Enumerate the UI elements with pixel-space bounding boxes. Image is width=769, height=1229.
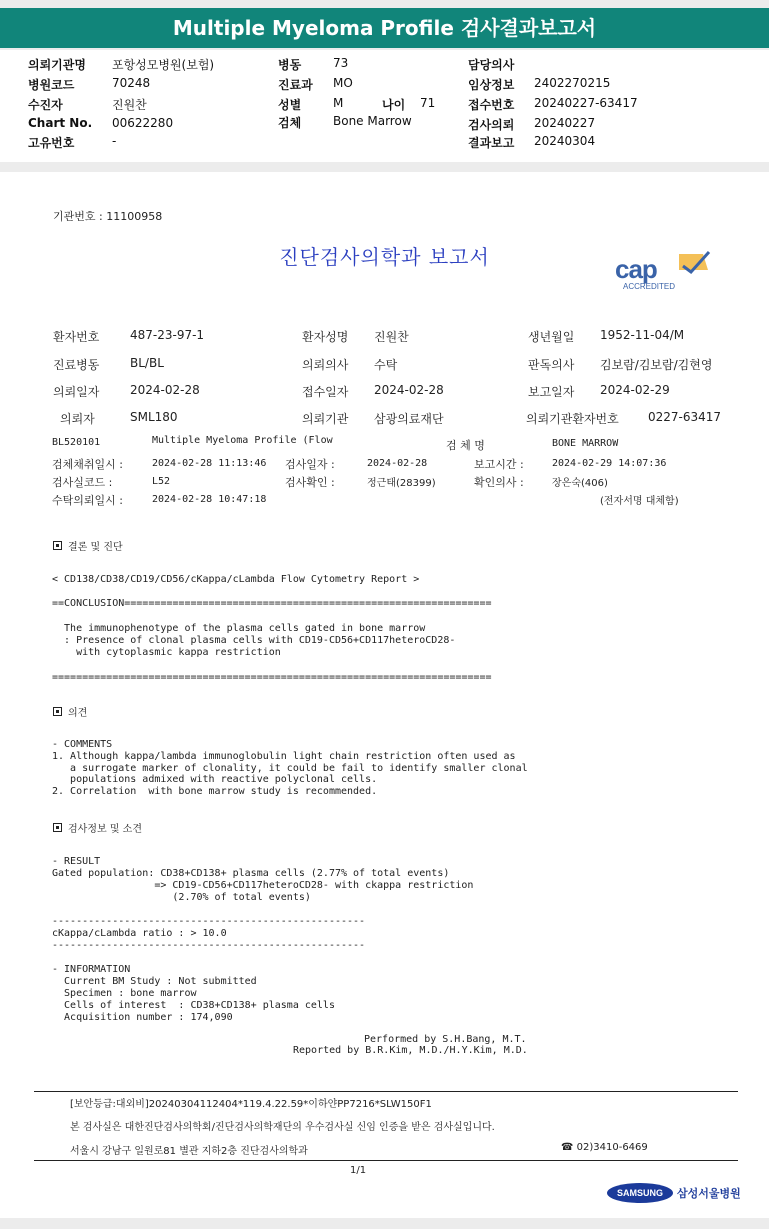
- patient-label: 진료병동: [53, 358, 100, 372]
- header-label: 의뢰기관명: [28, 58, 86, 72]
- text-line: Gated population: CD38+CD138+ plasma cells (2.77% of total events): [52, 868, 450, 879]
- text-line: - COMMENTS: [52, 739, 113, 750]
- text-line: - RESULT: [52, 856, 101, 867]
- consign-label: 수탁의뢰일시 :: [52, 494, 123, 507]
- header-value: -: [112, 134, 117, 148]
- patient-label: 의뢰기관: [302, 412, 349, 426]
- cap-accredited-text: ACCREDITED: [623, 282, 676, 291]
- phone-number: ☎ 02)3410-6469: [561, 1142, 648, 1153]
- header-label: 병동: [278, 58, 302, 72]
- header-label: 담당의사: [468, 58, 515, 72]
- text-line: : Presence of clonal plasma cells with CD19-CD56+CD117heteroCD28-: [52, 635, 456, 647]
- header-label: Chart No.: [28, 116, 93, 130]
- room-value: L52: [152, 476, 171, 487]
- samsung-logo: SAMSUNG: [607, 1183, 673, 1203]
- section-title: 검사정보 및 소견: [68, 824, 142, 835]
- text-line: Current BM Study : Not submitted: [52, 976, 257, 987]
- page-number: 1/1: [350, 1165, 367, 1176]
- text-line: Acquisition number : 174,090: [52, 1012, 233, 1023]
- patient-label: 환자성명: [302, 330, 349, 344]
- report-page: [0, 172, 769, 1218]
- header-value: 20240227: [534, 116, 596, 130]
- patient-label: 판독의사: [528, 358, 575, 372]
- address-line: 서울시 강남구 일원로81 별관 지하2층 진단검사의학과: [70, 1146, 308, 1157]
- test-name: Multiple Myeloma Profile (Flow: [152, 435, 333, 446]
- cap-logo-text: cap: [615, 254, 657, 284]
- header-value: 00622280: [112, 116, 174, 130]
- confirm-label: 검사확인 :: [285, 476, 335, 489]
- header-label: 수진자: [28, 98, 63, 112]
- text-line: (2.70% of total events): [52, 892, 311, 903]
- conclusion-text: [52, 574, 492, 684]
- text-line: [52, 611, 492, 623]
- text-line: ----------------------------------------------------: [52, 916, 366, 927]
- header-value: M: [333, 96, 344, 110]
- patient-value: 2024-02-29: [600, 383, 670, 397]
- findings-text: [52, 856, 473, 1024]
- patient-value: 2024-02-28: [374, 383, 444, 397]
- footer-top-rule: [34, 1091, 738, 1092]
- header-label: 검사의뢰: [468, 118, 515, 132]
- text-line: populations admixed with reactive polyclonal cells.: [52, 774, 378, 786]
- text-line: [52, 659, 492, 671]
- header-value: 73: [333, 56, 349, 70]
- section-opinion-heading: [53, 704, 87, 719]
- text-line: 1. Although kappa/lambda immunoglobulin light chain restriction often used as: [52, 750, 516, 762]
- hospital-name: 삼성서울병원: [677, 1187, 741, 1200]
- consign-value: 2024-02-28 10:47:18: [152, 494, 267, 505]
- header-value: 71: [420, 96, 436, 110]
- doctor-value: 장은숙(406): [552, 478, 608, 489]
- text-line: cKappa/cLambda ratio : > 10.0: [52, 928, 227, 939]
- patient-value: 1952-11-04/M: [600, 328, 685, 342]
- patient-label: 생년월일: [528, 330, 575, 344]
- exam-date-label: 검사일자 :: [285, 458, 335, 471]
- header-label: 고유번호: [28, 136, 75, 150]
- header-label: 검체: [278, 116, 302, 130]
- text-line: ----------------------------------------------------: [52, 940, 366, 951]
- report-time-label: 보고시간 :: [474, 458, 524, 471]
- reported-by: Reported by B.R.Kim, M.D./H.Y.Kim, M.D.: [293, 1045, 528, 1056]
- header-label: 결과보고: [468, 136, 515, 150]
- header-value: MO: [333, 76, 353, 90]
- report-banner-title: Multiple Myeloma Profile 검사결과보고서: [0, 8, 769, 48]
- text-line: [52, 586, 492, 598]
- section-findings-heading: [53, 820, 142, 835]
- patient-value: SML180: [130, 410, 178, 424]
- text-line: => CD19-CD56+CD117heteroCD28- with ckappa restriction: [52, 880, 474, 891]
- patient-label: 보고일자: [528, 385, 575, 399]
- header-info-panel: [0, 50, 769, 162]
- esign-note: (전자서명 대체함): [600, 496, 679, 507]
- text-line: - INFORMATION: [52, 964, 131, 975]
- section-conclusion-heading: [53, 538, 123, 553]
- patient-label: 의뢰일자: [53, 385, 100, 399]
- patient-value: 삼광의료재단: [374, 412, 444, 426]
- header-label: 진료과: [278, 78, 313, 92]
- text-line: a surrogate marker of clonality, it could be fail to identify smaller clonal: [52, 762, 528, 774]
- patient-value: 487-23-97-1: [130, 328, 205, 342]
- text-line: Specimen : bone marrow: [52, 988, 197, 999]
- collect-label: 검체채취일시 :: [52, 458, 123, 471]
- patient-value: BL/BL: [130, 356, 164, 370]
- report-time-value: 2024-02-29 14:07:36: [552, 458, 667, 469]
- patient-label: 환자번호: [53, 330, 100, 344]
- header-value: Bone Marrow: [333, 114, 412, 128]
- header-value: 포항성모병원(보험): [112, 58, 215, 72]
- security-line: [보안등급:대외비]20240304112404*119.4.22.59*이하얀PP7216*SLW150F1: [70, 1099, 432, 1110]
- doctor-label: 확인의사 :: [474, 476, 524, 489]
- patient-label: 접수일자: [302, 385, 349, 399]
- certification-line: 본 검사실은 대한진단검사의학회/진단검사의학재단의 우수검사실 신임 인증을 받은 검사실입니다.: [70, 1122, 495, 1133]
- footer-bottom-rule: [34, 1160, 738, 1161]
- text-line: with cytoplasmic kappa restriction: [52, 647, 281, 659]
- text-line: 2. Correlation with bone marrow study is recommended.: [52, 786, 378, 798]
- patient-value: 수탁: [374, 358, 398, 372]
- header-value: 70248: [112, 76, 151, 90]
- section-title: 의견: [68, 708, 88, 719]
- patient-value: 김보람/김보람/김현영: [600, 358, 713, 372]
- report-title: 진단검사의학과 보고서: [279, 245, 490, 269]
- collect-value: 2024-02-28 11:13:46: [152, 458, 267, 469]
- room-label: 검사실코드 :: [52, 476, 113, 489]
- patient-value: 진원찬: [374, 330, 409, 344]
- text-line: < CD138/CD38/CD19/CD56/cKappa/cLambda Flow Cytometry Report >: [52, 574, 420, 585]
- specimen-value: BONE MARROW: [552, 438, 619, 449]
- comments-text: [52, 739, 528, 798]
- specimen-label: 검 체 명: [446, 439, 485, 452]
- patient-label: 의뢰의사: [302, 358, 349, 372]
- performed-by: Performed by S.H.Bang, M.T.: [364, 1034, 527, 1045]
- header-value: 20240304: [534, 134, 596, 148]
- header-value: 진원찬: [112, 98, 147, 112]
- cap-accredited-logo: [613, 250, 713, 294]
- org-number: 기관번호 : 11100958: [53, 210, 163, 223]
- text-line: =========================================================================: [52, 671, 492, 683]
- section-marker-icon: [53, 707, 62, 716]
- text-line: [52, 904, 473, 916]
- section-marker-icon: [53, 541, 62, 550]
- header-label: 접수번호: [468, 98, 515, 112]
- patient-value: 0227-63417: [648, 410, 722, 424]
- header-label: 병원코드: [28, 78, 75, 92]
- text-line: The immunophenotype of the plasma cells gated in bone marrow: [52, 622, 426, 634]
- patient-label: 의뢰자: [60, 412, 95, 426]
- text-line: [52, 952, 473, 964]
- header-value: 2402270215: [534, 76, 611, 90]
- text-line: Cells of interest : CD38+CD138+ plasma cells: [52, 1000, 335, 1011]
- section-marker-icon: [53, 823, 62, 832]
- header-label: 나이: [382, 98, 406, 112]
- text-line: ==CONCLUSION=============================================================: [52, 598, 492, 610]
- header-value: 20240227-63417: [534, 96, 638, 110]
- confirm-value: 정근태(28399): [367, 478, 436, 489]
- patient-value: 2024-02-28: [130, 383, 200, 397]
- exam-date-value: 2024-02-28: [367, 458, 428, 469]
- header-label: 성별: [278, 98, 302, 112]
- test-code: BL520101: [52, 437, 101, 448]
- patient-label: 의뢰기관환자번호: [526, 412, 619, 426]
- section-title: 결론 및 진단: [68, 542, 123, 553]
- header-label: 임상정보: [468, 78, 515, 92]
